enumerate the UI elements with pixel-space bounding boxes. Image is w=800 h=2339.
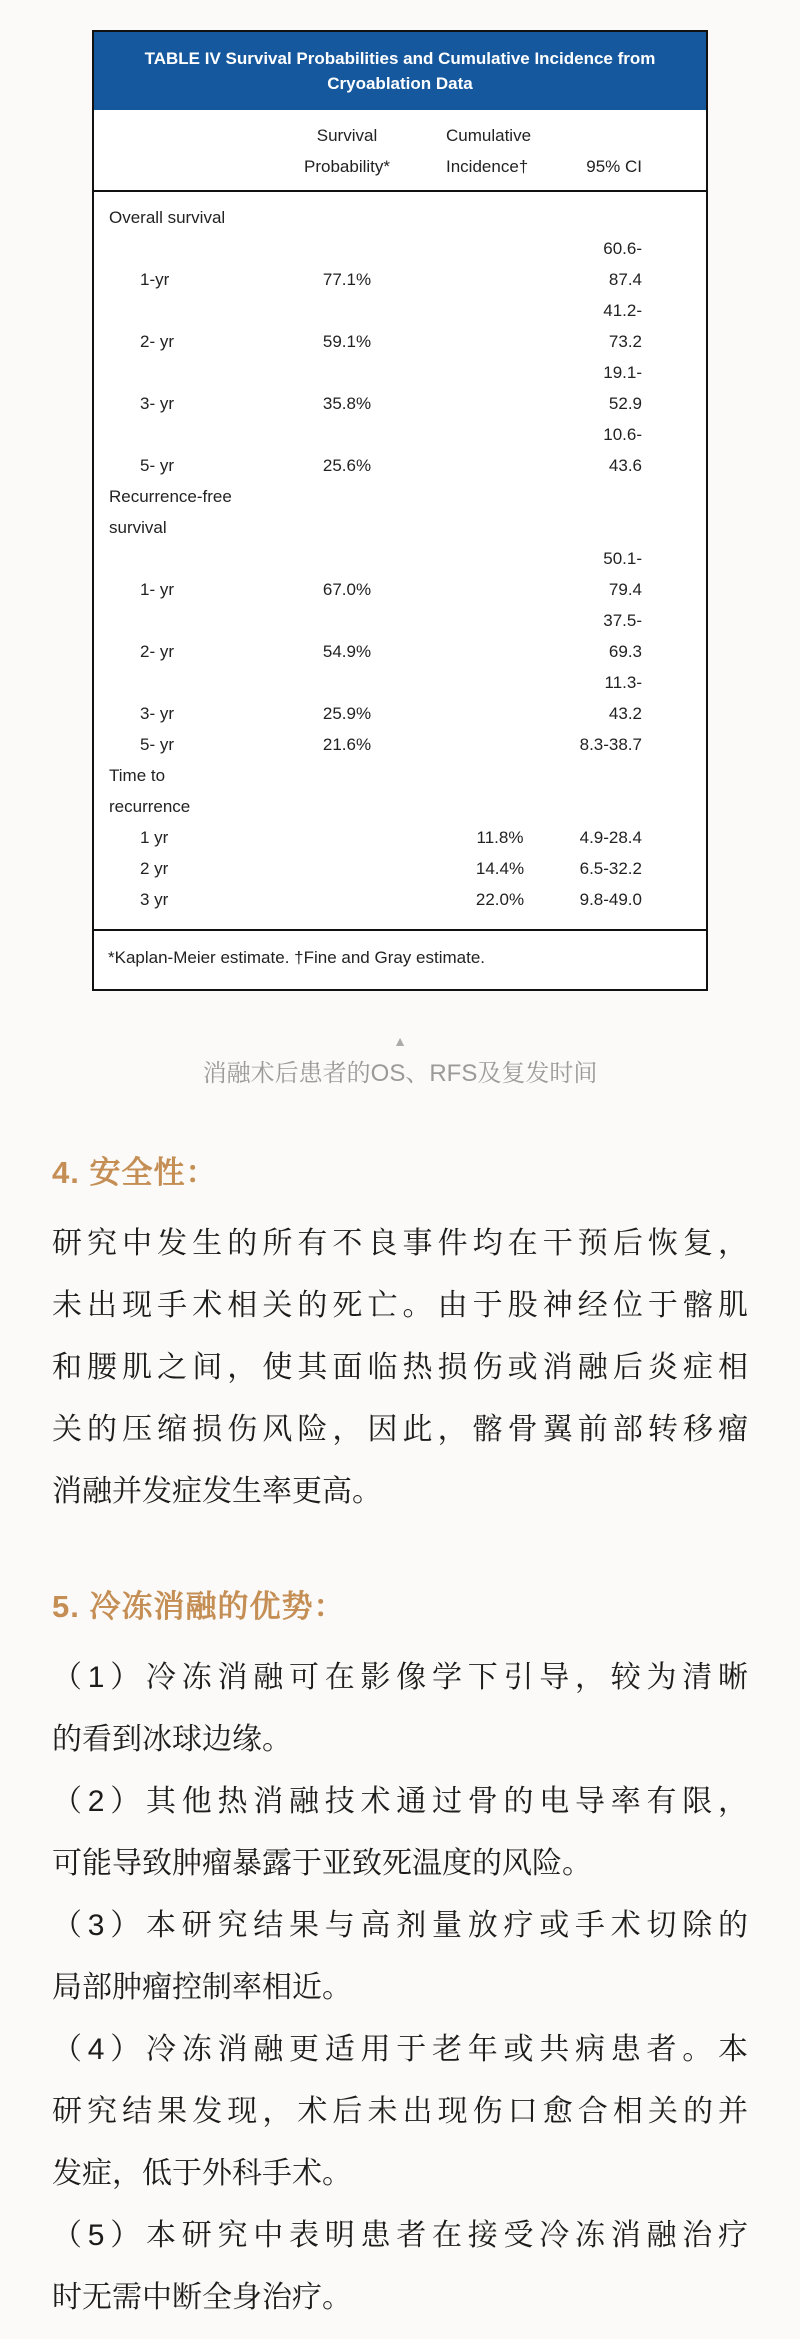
row-period-label: 5- yr xyxy=(140,735,174,754)
row-period-label: 3- yr xyxy=(140,704,174,723)
column-header-line: Probability* xyxy=(304,157,390,176)
survival-probability-value: 25.6% xyxy=(322,456,372,475)
list-item xyxy=(52,2205,748,2329)
cumulative-incidence-value: 11.8% xyxy=(476,828,524,847)
survival-probability-value: 67.0% xyxy=(322,580,372,599)
paragraph-line: 未出现手术相关的死亡。由于股神经位于髂肌 xyxy=(52,1289,748,1322)
list-item xyxy=(52,2019,748,2205)
group-label-line: Overall survival xyxy=(109,208,226,227)
ci-value: 4.9-28.4 xyxy=(579,828,642,847)
column-header-95ci: 95% CI xyxy=(586,157,642,176)
table-footnote: *Kaplan-Meier estimate. †Fine and Gray estimate. xyxy=(94,929,706,989)
ci-value: 9.8-49.0 xyxy=(579,890,642,909)
table-data-row xyxy=(94,729,706,760)
ci-value: 11.3-43.2 xyxy=(604,673,642,723)
cumulative-incidence-value: 22.0% xyxy=(475,890,525,909)
table-header-row xyxy=(94,110,706,192)
group-label xyxy=(94,760,272,822)
table-title-line: TABLE IV Survival Probabilities and Cumulative Incidence from xyxy=(144,49,656,68)
list-item xyxy=(52,1895,748,2019)
group-label-line: Recurrence-free xyxy=(109,487,232,506)
table-data-row xyxy=(94,605,706,667)
section-heading-advantages: 5. 冷冻消融的优势： xyxy=(52,1589,346,1624)
row-period-label: 1-yr xyxy=(140,270,170,289)
list-item xyxy=(52,1647,748,1771)
paragraph-line: 研究中发生的所有不良事件均在干预后恢复， xyxy=(52,1227,748,1260)
list-item-line: 发症，低于外科手术。 xyxy=(52,2157,352,2190)
ci-value: 50.1-79.4 xyxy=(603,549,642,599)
survival-probability-value: 54.9% xyxy=(322,642,372,661)
row-period-label: 2- yr xyxy=(140,332,174,351)
list-item-line: （5）本研究中表明患者在接受冷冻消融治疗 xyxy=(52,2219,748,2252)
row-period-label: 5- yr xyxy=(140,456,174,475)
survival-probability-value: 77.1% xyxy=(322,270,372,289)
column-header-line: Cumulative xyxy=(446,126,532,145)
row-period-label: 3- yr xyxy=(140,394,174,413)
paragraph-line: 关的压缩损伤风险，因此，髂骨翼前部转移瘤 xyxy=(52,1413,748,1446)
group-label-line: recurrence xyxy=(109,797,191,816)
list-item-line: 的看到冰球边缘。 xyxy=(52,1723,292,1756)
paragraph-line: 和腰肌之间，使其面临热损伤或消融后炎症相 xyxy=(52,1351,748,1384)
table-data-row xyxy=(94,884,706,915)
group-label xyxy=(94,481,272,543)
table-data-row xyxy=(94,419,706,481)
column-header-line: Survival xyxy=(316,126,378,145)
table-group-row xyxy=(94,760,706,822)
ci-value: 60.6-87.4 xyxy=(603,239,642,289)
table-data-row xyxy=(94,543,706,605)
advantages-list xyxy=(52,1647,748,2329)
section-heading-safety: 4. 安全性： xyxy=(52,1155,218,1190)
ci-value: 37.5-69.3 xyxy=(603,611,642,661)
survival-probability-value: 25.9% xyxy=(322,704,372,723)
column-header-line: Incidence† xyxy=(446,157,529,176)
list-item-line: （4）冷冻消融更适用于老年或共病患者。本 xyxy=(52,2033,748,2066)
list-item-line: （1）冷冻消融可在影像学下引导，较为清晰 xyxy=(52,1661,748,1694)
table-group-row xyxy=(94,481,706,543)
table-data-row xyxy=(94,295,706,357)
group-label xyxy=(94,202,272,233)
survival-probability-value: 21.6% xyxy=(322,735,372,754)
survival-table xyxy=(92,30,708,991)
table-title-line: Cryoablation Data xyxy=(327,74,473,93)
list-item xyxy=(52,1771,748,1895)
ci-value: 8.3-38.7 xyxy=(579,735,642,754)
list-item-line: （3）本研究结果与高剂量放疗或手术切除的 xyxy=(52,1909,748,1942)
ci-value: 41.2-73.2 xyxy=(603,301,642,351)
table-data-row xyxy=(94,822,706,853)
figure-caption: 消融术后患者的OS、RFS及复发时间 xyxy=(202,1060,598,1087)
table-body xyxy=(94,192,706,929)
row-period-label: 1 yr xyxy=(140,828,169,847)
table-data-row xyxy=(94,853,706,884)
survival-probability-value: 35.8% xyxy=(322,394,372,413)
caption-arrow-icon: ▲ xyxy=(393,1033,407,1049)
cumulative-incidence-value: 14.4% xyxy=(475,859,525,878)
survival-probability-value: 59.1% xyxy=(322,332,372,351)
table-data-row xyxy=(94,233,706,295)
paragraph-line: 消融并发症发生率更高。 xyxy=(52,1475,382,1508)
list-item-line: （2）其他热消融技术通过骨的电导率有限， xyxy=(52,1785,748,1818)
table-data-row xyxy=(94,357,706,419)
group-label-line: survival xyxy=(109,518,167,537)
ci-value: 10.6-43.6 xyxy=(603,425,642,475)
table-title xyxy=(94,32,706,110)
list-item-line: 可能导致肿瘤暴露于亚致死温度的风险。 xyxy=(52,1847,592,1880)
row-period-label: 1- yr xyxy=(140,580,174,599)
ci-value: 6.5-32.2 xyxy=(579,859,642,878)
row-period-label: 2- yr xyxy=(140,642,174,661)
safety-paragraph xyxy=(52,1213,748,1523)
row-period-label: 3 yr xyxy=(140,890,169,909)
row-period-label: 2 yr xyxy=(140,859,169,878)
group-label-line: Time to xyxy=(109,766,166,785)
list-item-line: 局部肿瘤控制率相近。 xyxy=(52,1971,352,2004)
table-group-row xyxy=(94,202,706,233)
survival-table-figure xyxy=(52,30,748,991)
table-data-row xyxy=(94,667,706,729)
column-header-survival-probability xyxy=(272,120,422,182)
column-header-cumulative-incidence xyxy=(422,120,578,182)
list-item-line: 研究结果发现，术后未出现伤口愈合相关的并 xyxy=(52,2095,748,2128)
ci-value: 19.1-52.9 xyxy=(603,363,642,413)
list-item-line: 时无需中断全身治疗。 xyxy=(52,2281,352,2314)
